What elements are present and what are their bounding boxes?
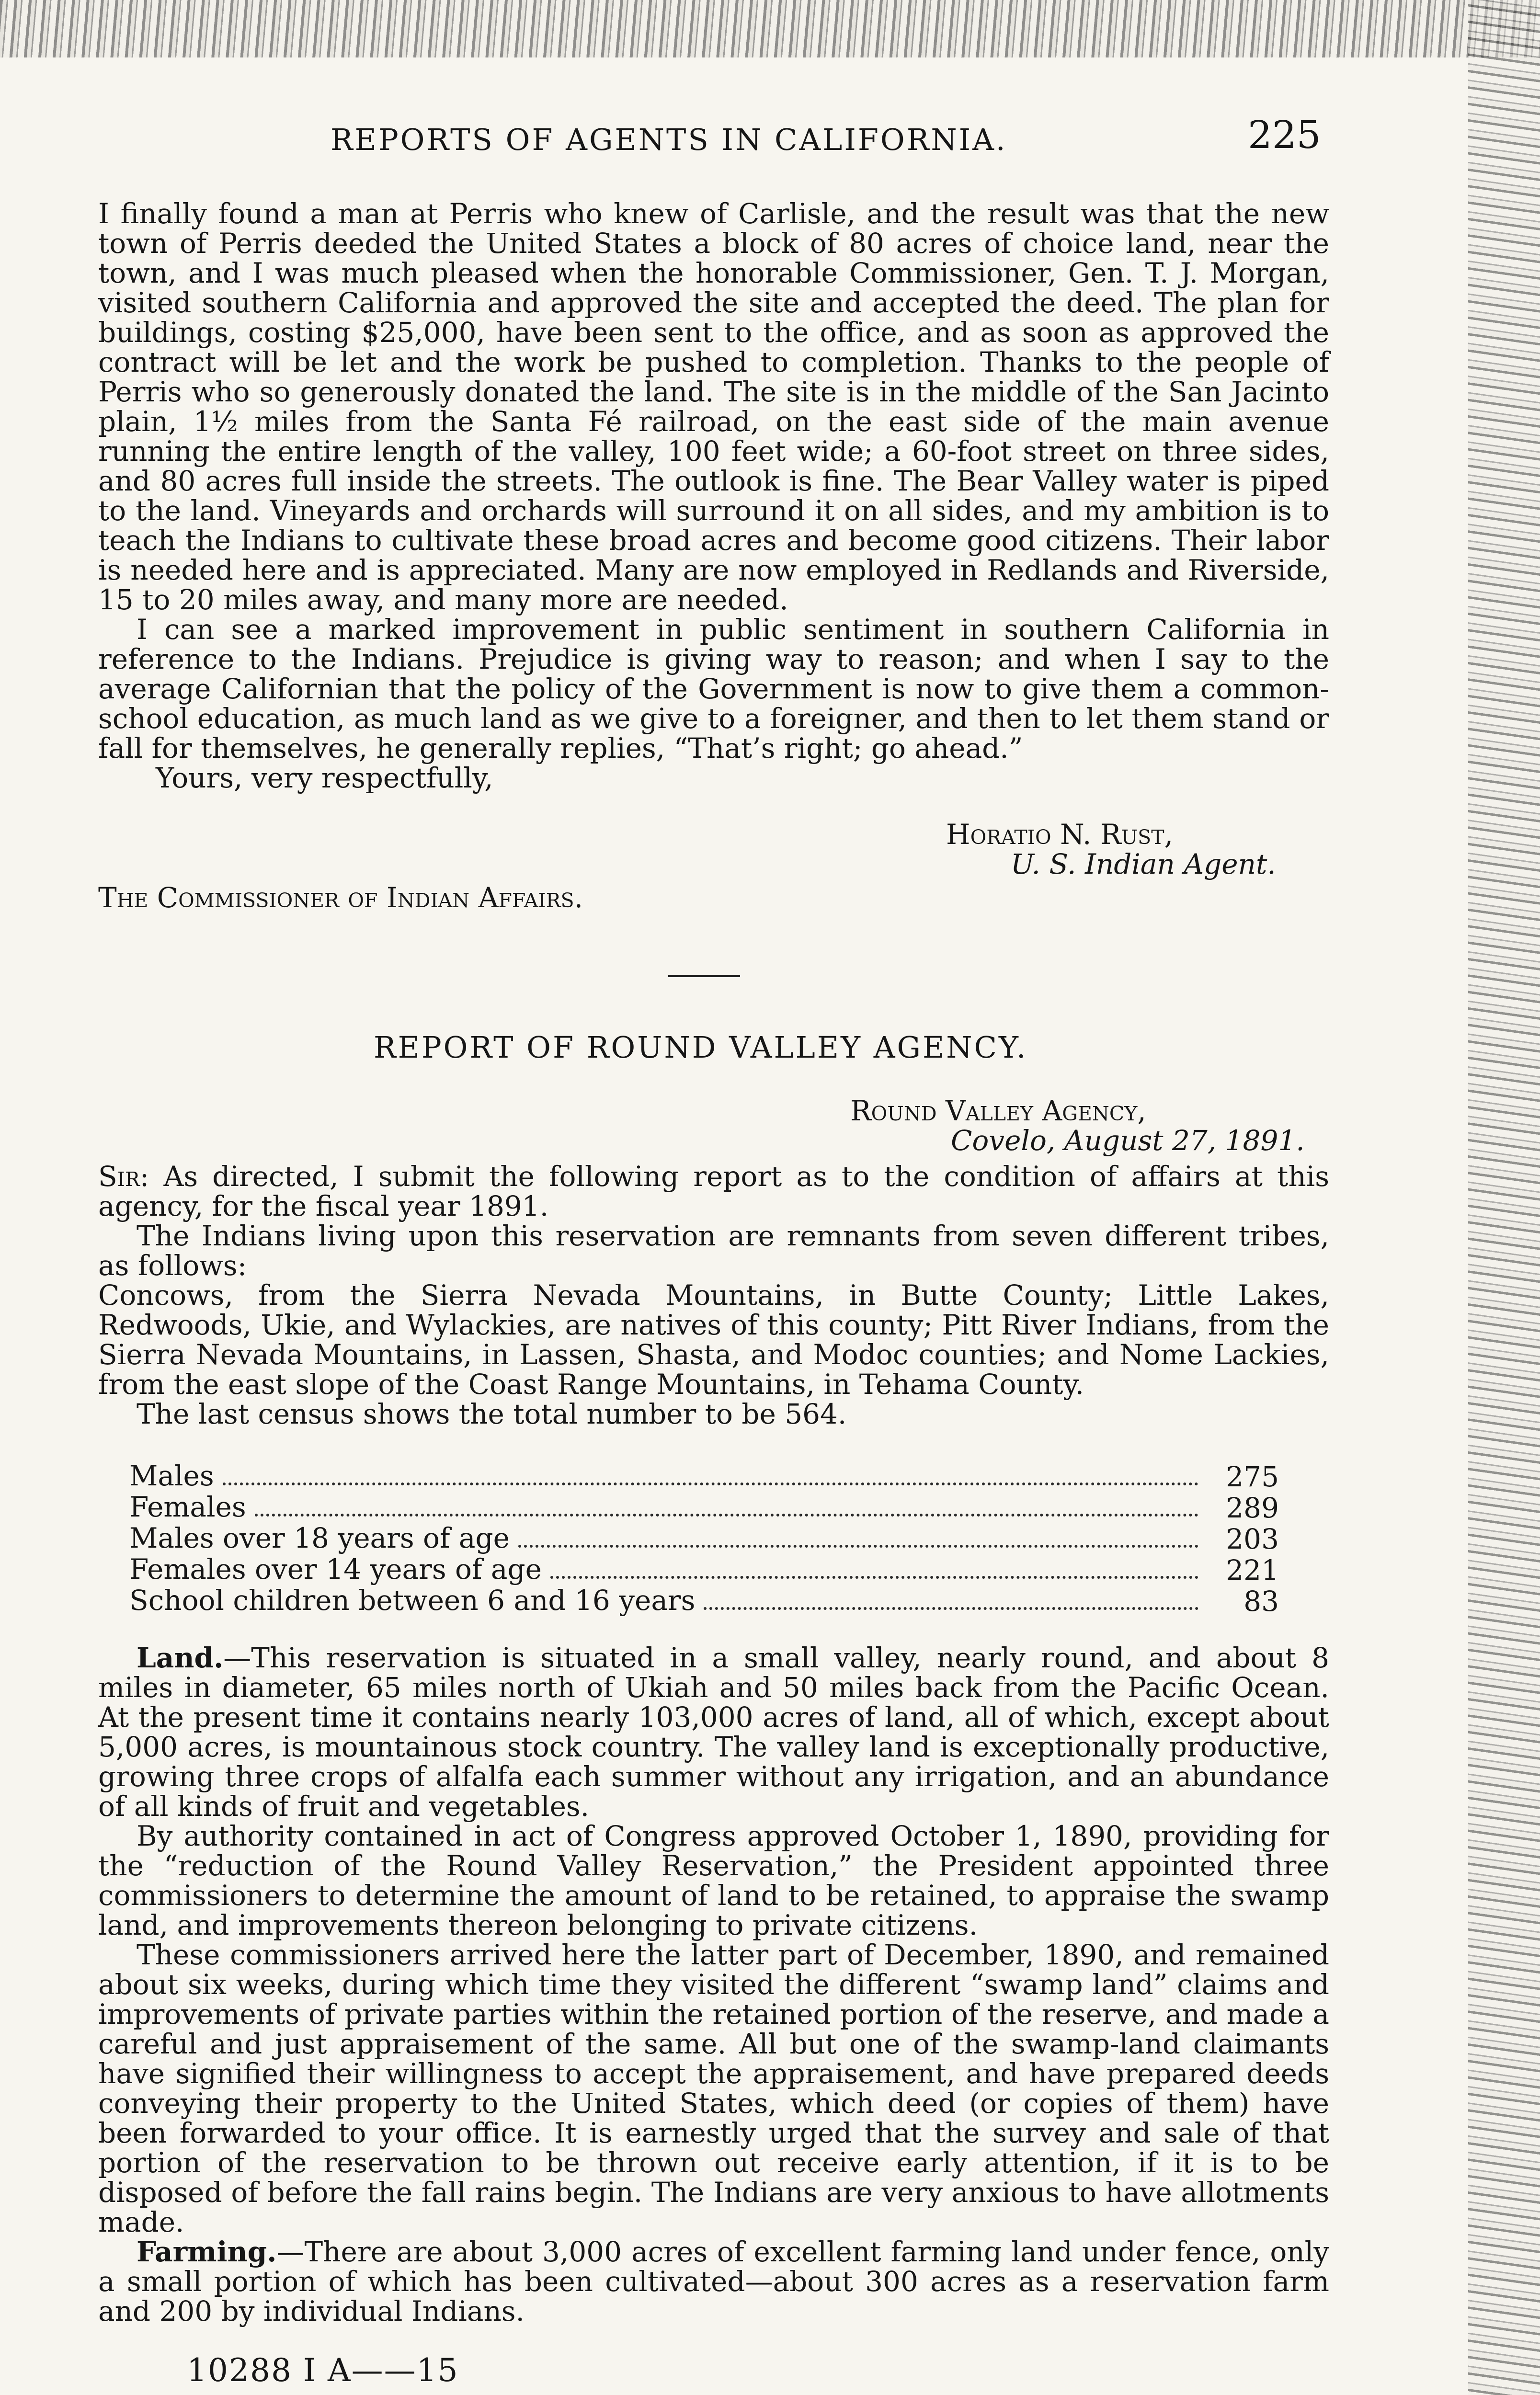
tribes-list: Concows, from the Sierra Nevada Mountains, in Butte County; Little Lakes, Redwoods, Ukie, and Wylackies, are natives of this county; Pitt River Indians, from the Sierra Nevada Mountains, in Lassen, Shasta, and Modoc counties; and Nome Lackies, from the east slope of the Coast Range Mountains, in Tehama County.	[98, 1279, 1329, 1401]
report-intro	[98, 1162, 1329, 1429]
running-head: REPORTS OF AGENTS IN CALIFORNIA.	[331, 122, 1007, 157]
authority-paragraph: By authority contained in act of Congress approved October 1, 1890, providing for the “reduction of the Round Valley Reservation,” the President appointed three commissioners to determine the amount of land to be retained, to appraise the swamp land, and improvements thereon belonging to private citizens.	[98, 1820, 1329, 1941]
dateline-date: Covelo, August 27, 1891.	[951, 1124, 1305, 1157]
letter-body	[98, 199, 1329, 793]
table-row	[129, 1585, 1279, 1617]
census-table	[129, 1461, 1279, 1617]
letter-paragraph: I can see a marked improvement in public sentiment in southern California in reference to the Indians. Prejudice is giving way to reason; and when I say to the average Californian that the policy of the Government is now to give them a common-school education, as much land as we give to a foreigner, and then to let them stand or fall for themselves, he generally replies, “That’s right; go ahead.”	[98, 613, 1329, 764]
commissioners-paragraph: These commissioners arrived here the latter part of December, 1890, and remained about six weeks, during which time they visited the different “swamp land” claims and improvements of private parties within the retained portion of the reserve, and made a careful and just appraisement of the same. All but one of the swamp-land claimants have signified their willingness to accept the appraisement, and have prepared deeds conveying their property to the United States, which deed (or copies of them) have been forwarded to your office. It is earnestly urged that the survey and sale of that portion of the reservation to be thrown out receive early attention, if it is to be disposed of before the fall rains begin. The Indians are very anxious to have allotments made.	[98, 1939, 1329, 2238]
census-value: 289	[1226, 1491, 1279, 1524]
scan-edge-top	[0, 0, 1540, 57]
farming-text: —There are about 3,000 acres of excellent farming land under fence, only a small portion of which has been cultivated—about 300 acres as a reservation farm and 200 by individual Indians.	[98, 2235, 1329, 2327]
census-label: School children between 6 and 16 years	[129, 1585, 696, 1617]
census-label: Males	[129, 1461, 214, 1492]
salutation: Sir:	[98, 1160, 149, 1193]
census-label: Females	[129, 1492, 246, 1523]
census-value: 221	[1226, 1553, 1279, 1586]
signer-name: Horatio N. Rust,	[946, 818, 1174, 851]
letter-closing: Yours, very respectfully,	[156, 762, 493, 794]
census-line: The last census shows the total number to be 564.	[137, 1398, 847, 1430]
report-title: REPORT OF ROUND VALLEY AGENCY.	[374, 1030, 1028, 1065]
land-text: —This reservation is situated in a small valley, nearly round, and about 8 miles in diameter, 65 miles north of Ukiah and 50 miles back from the Pacific Ocean. At the present time it contains nearly 103,000 acres of land, all of which, except about 5,000 acres, is mountainous stock country. The valley land is exceptionally productive, growing three crops of alfalfa each summer without any irrigation, and an abundance of all kinds of fruit and vegetables.	[98, 1642, 1329, 1823]
dateline-place: Round Valley Agency,	[850, 1095, 1146, 1127]
addressee: The Commissioner of Indian Affairs.	[98, 881, 583, 914]
signer-title: U. S. Indian Agent.	[1011, 848, 1276, 880]
table-row	[129, 1461, 1279, 1492]
land-heading: Land.	[137, 1642, 224, 1674]
table-row	[129, 1523, 1279, 1554]
page-number: 225	[1248, 113, 1321, 157]
farming-heading: Farming.	[137, 2235, 277, 2268]
table-row	[129, 1554, 1279, 1585]
census-value: 275	[1226, 1460, 1279, 1493]
table-row	[129, 1492, 1279, 1523]
section-divider	[668, 975, 740, 977]
report-body	[98, 1643, 1329, 2326]
census-value: 203	[1226, 1522, 1279, 1555]
intro-text: As directed, I submit the following report as to the condition of affairs at this agency, for the fiscal year 1891.	[98, 1160, 1330, 1222]
census-value: 83	[1243, 1585, 1279, 1618]
census-label: Females over 14 years of age	[129, 1554, 542, 1585]
printer-signature: 10288 I A——15	[187, 2352, 459, 2389]
scan-edge-right	[1468, 0, 1540, 2395]
census-label: Males over 18 years of age	[129, 1523, 510, 1554]
tribes-intro: The Indians living upon this reservation are remnants from seven different tribes, as follows:	[98, 1220, 1329, 1282]
letter-paragraph: I finally found a man at Perris who knew of Carlisle, and the result was that the new town of Perris deeded the United States a block of 80 acres of choice land, near the town, and I was much pleased when the honorable Commissioner, Gen. T. J. Morgan, visited southern California and approved the site and accepted the deed. The plan for buildings, costing $25,000, have been sent to the office, and as soon as approved the contract will be let and the work be pushed to completion. Thanks to the people of Perris who so generously donated the land. The site is in the middle of the San Jacinto plain, 1½ miles from the Santa Fé railroad, on the east side of the main avenue running the entire length of the valley, 100 feet wide; a 60-foot street on three sides, and 80 acres full inside the streets. The outlook is fine. The Bear Valley water is piped to the land. Vineyards and orchards will surround it on all sides, and my ambition is to teach the Indians to cultivate these broad acres and become good citizens. Their labor is needed here and is appreciated. Many are now employed in Redlands and Riverside, 15 to 20 miles away, and many more are needed.	[98, 197, 1329, 616]
